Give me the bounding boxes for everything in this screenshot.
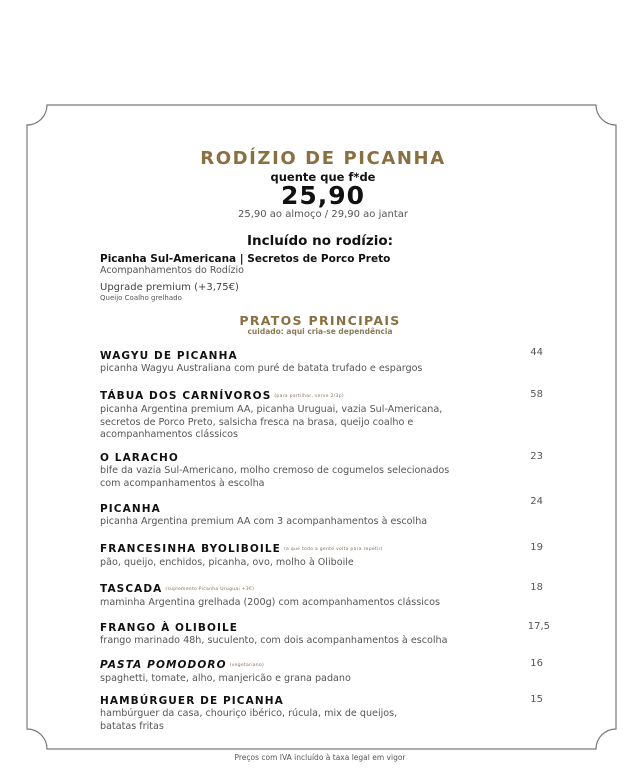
item-description: spaghetti, tomate, alho, manjericão e grana padano <box>100 673 351 684</box>
item-name: PASTA POMODORO (vegetariano) <box>100 659 265 671</box>
menu-item <box>100 658 560 686</box>
menu-item <box>100 496 560 529</box>
menu-item <box>100 694 560 733</box>
item-name: FRANCESINHA BYOLIBOILE (a que todo a gente volta para repetir) <box>100 543 383 555</box>
footer-tax-note: Preços com IVA incluído à taxa legal em vigor <box>234 753 406 762</box>
item-description: frango marinado 48h, suculento, com dois acompanhamentos à escolha <box>100 635 448 646</box>
upgrade-detail: Queijo Coalho grelhado <box>100 294 182 302</box>
item-description: pão, queijo, enchidos, picanha, ovo, molho à Oliboile <box>100 557 354 568</box>
menu-title: RODÍZIO DE PICANHA <box>200 148 446 169</box>
item-price: 23 <box>530 451 543 462</box>
item-price: 16 <box>530 658 543 669</box>
upgrade-premium: Upgrade premium (+3,75€) <box>100 282 239 293</box>
item-description: picanha Argentina premium AA com 3 acompanhamentos à escolha <box>100 516 428 527</box>
item-name: TÁBUA DOS CARNÍVOROS (para partilhar, serve 2/3p) <box>100 390 344 402</box>
item-name: PICANHA <box>100 503 161 515</box>
item-description: picanha Wagyu Australiana com puré de batata trufado e espargos <box>100 363 423 374</box>
item-description: bife da vazia Sul-Americano, molho cremoso de cogumelos selecionados com acompanhamentos à escolha <box>100 465 450 489</box>
item-description: maminha Argentina grelhada (200g) com acompanhamentos clássicos <box>100 597 441 608</box>
menu-item <box>100 451 560 490</box>
item-price: 19 <box>530 542 543 553</box>
menu-subtitle: quente que f*de <box>270 170 376 184</box>
included-sides: Acompanhamentos do Rodízio <box>100 265 244 276</box>
section-title: PRATOS PRINCIPAIS <box>239 313 401 328</box>
rodizio-price: 25,90 <box>280 181 366 210</box>
item-price: 15 <box>530 694 543 705</box>
included-meats: Picanha Sul-Americana | Secretos de Porco Preto <box>100 253 391 265</box>
item-name: O LARACHO <box>100 452 179 464</box>
item-note: (vegetariano) <box>229 663 265 668</box>
item-price: 58 <box>530 389 543 400</box>
menu-item <box>100 582 560 610</box>
item-name: WAGYU DE PICANHA <box>100 350 238 362</box>
price-note: 25,90 ao almoço / 29,90 ao jantar <box>238 209 408 220</box>
menu-item <box>100 621 560 648</box>
item-note: (para partilhar, serve 2/3p) <box>274 394 344 399</box>
item-name: FRANGO À OLIBOILE <box>100 622 239 634</box>
menu-item <box>100 542 560 570</box>
item-price: 24 <box>530 496 543 507</box>
item-description: hambúrguer da casa, chouriço ibérico, rúcula, mix de queijos, batatas fritas <box>100 708 398 732</box>
item-name: HAMBÚRGUER DE PICANHA <box>100 695 284 707</box>
item-description: picanha Argentina premium AA, picanha Uruguai, vazia Sul-Americana, secretos de Porco Preto, salsicha fresca na brasa, queijo coalho e acompanhamentos clássicos <box>100 404 443 441</box>
item-price: 44 <box>530 347 543 358</box>
menu-item <box>100 389 560 442</box>
item-price: 18 <box>530 582 543 593</box>
item-note: (suplemento Picanha Uruguai +3€) <box>165 587 255 592</box>
item-name: TASCADA (suplemento Picanha Uruguai +3€) <box>100 583 255 595</box>
item-price: 17,5 <box>527 621 550 632</box>
item-note: (a que todo a gente volta para repetir) <box>283 547 383 552</box>
section-subtitle: cuidado: aqui cria-se dependência <box>247 327 393 336</box>
included-title: Incluído no rodízio: <box>246 233 394 249</box>
menu-item <box>100 349 560 376</box>
